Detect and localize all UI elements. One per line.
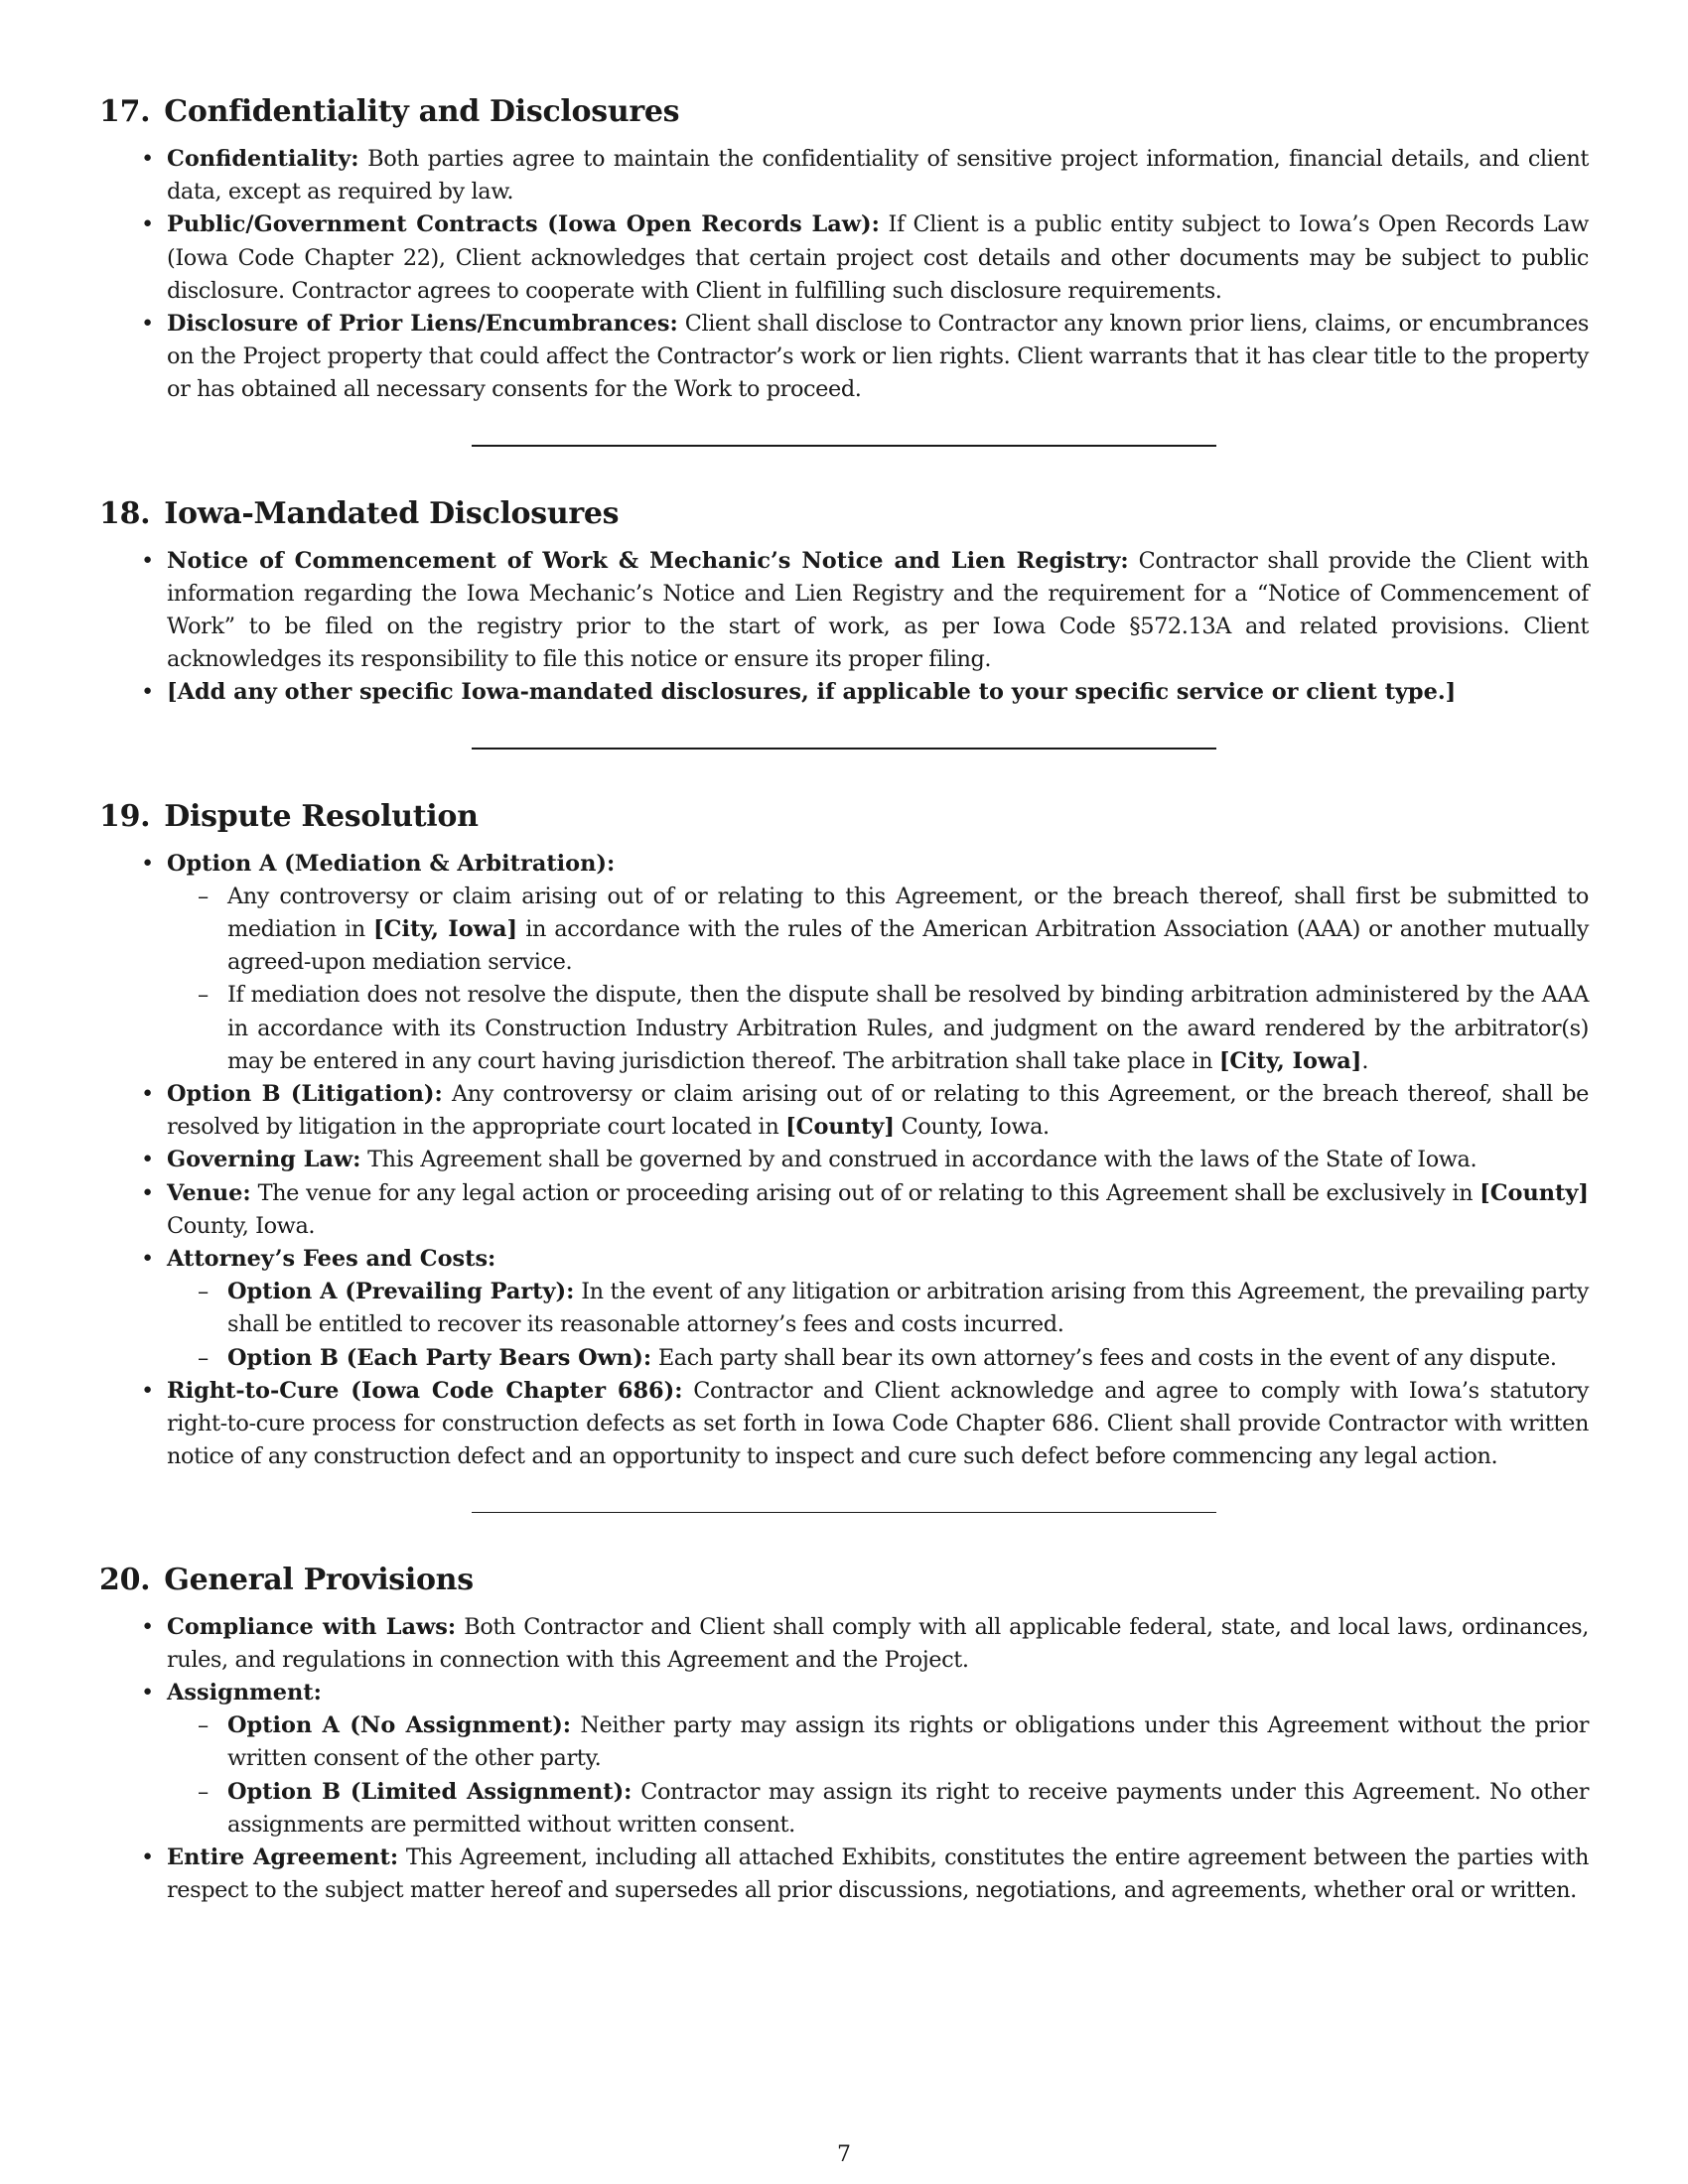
sub-list	[167, 1709, 1589, 1842]
list-item: • Entire Agreement: This Agreement, including all attached Exhibits, constitutes the entire agreement between the parties with respect to the subject matter hereof and supersedes all prior discussions, negotiations, and agreements, whether oral or written.	[167, 1842, 1589, 1907]
section-17	[99, 94, 1589, 407]
list-item: • Confidentiality: Both parties agree to maintain the confidentiality of sensitive project information, financial details, and client data, except as required by law.	[167, 143, 1589, 208]
section-20	[99, 1563, 1589, 1908]
list-item: • Compliance with Laws: Both Contractor and Client shall comply with all applicable federal, state, and local laws, ordinances, rules, and regulations in connection with this Agreement and the Project.	[167, 1611, 1589, 1677]
sub-list-item: – Option A (No Assignment): Neither party may assign its rights or obligations under this Agreement without the prior written consent of the other party.	[227, 1709, 1589, 1775]
section-18	[99, 496, 1589, 710]
sub-list	[167, 881, 1589, 1078]
sub-list-item: – Option B (Limited Assignment): Contractor may assign its right to receive payments under this Agreement. No other assignments are permitted without written consent.	[227, 1776, 1589, 1842]
section-19	[99, 799, 1589, 1474]
list-item: • Option A (Mediation & Arbitration): – Any controversy or claim arising out of or relating to this Agreement, or the breach thereof, shall first be submitted to mediation in [City, Iowa] in accordance with the rules of the American Arbitration Association (AAA) or another mutually agreed-upon mediation service. – If mediation does not resolve the dispute, then the dispute shall be resolved by binding arbitration administered by the AAA in accordance with its Construction Industry Arbitration Rules, and judgment on the award rendered by the arbitrator(s) may be entered in any court having jurisdiction thereof. The arbitration shall take place in [City, Iowa].	[167, 848, 1589, 1078]
section-heading: 19. Dispute Resolution	[99, 798, 479, 834]
list-item: • Assignment: – Option A (No Assignment): Neither party may assign its rights or obligations under this Agreement without the prior written consent of the other party. – Option B (Limited Assignment): Contractor may assign its right to receive payments under this Agreement. No other assignments are permitted without written consent.	[167, 1677, 1589, 1842]
bullet-list	[99, 1611, 1589, 1908]
list-item: • Governing Law: This Agreement shall be governed by and construed in accordance with the laws of the State of Iowa.	[167, 1144, 1589, 1176]
list-item: • Public/Government Contracts (Iowa Open Records Law): If Client is a public entity subject to Iowa’s Open Records Law (Iowa Code Chapter 22), Client acknowledges that certain project cost details and other documents may be subject to public disclosure. Contractor agrees to cooperate with Client in fulfilling such disclosure requirements.	[167, 208, 1589, 308]
section-heading: 18. Iowa-Mandated Disclosures	[99, 495, 620, 531]
list-item: • Notice of Commencement of Work & Mechanic’s Notice and Lien Registry: Contractor shall provide the Client with information regarding the Iowa Mechanic’s Notice and Lien Registry and the requirement for a “Notice of Commencement of Work” to be filed on the registry prior to the start of work, as per Iowa Code §572.13A and related provisions. Client acknowledges its responsibility to file this notice or ensure its proper filing.	[167, 545, 1589, 677]
sub-list-item: – Any controversy or claim arising out of or relating to this Agreement, or the breach thereof, shall first be submitted to mediation in [City, Iowa] in accordance with the rules of the American Arbitration Association (AAA) or another mutually agreed-upon mediation service.	[227, 881, 1589, 980]
bullet-list	[99, 143, 1589, 407]
section-divider	[472, 748, 1216, 750]
bullet-list	[99, 848, 1589, 1474]
sub-list-item: – If mediation does not resolve the dispute, then the dispute shall be resolved by binding arbitration administered by the AAA in accordance with its Construction Industry Arbitration Rules, and judgment on the award rendered by the arbitrator(s) may be entered in any court having jurisdiction thereof. The arbitration shall take place in [City, Iowa].	[227, 979, 1589, 1078]
list-item: • [Add any other specific Iowa-mandated disclosures, if applicable to your specific service or client type.]	[167, 676, 1589, 709]
sub-list	[167, 1276, 1589, 1375]
document-page	[99, 94, 1589, 1907]
bullet-list	[99, 545, 1589, 710]
list-item: • Right-to-Cure (Iowa Code Chapter 686): Contractor and Client acknowledge and agree to comply with Iowa’s statutory right-to-cure process for construction defects as set forth in Iowa Code Chapter 686. Client shall provide Contractor with written notice of any construction defect and an opportunity to inspect and cure such defect before commencing any legal action.	[167, 1375, 1589, 1474]
sub-list-item: – Option A (Prevailing Party): In the event of any litigation or arbitration arising from this Agreement, the prevailing party shall be entitled to recover its reasonable attorney’s fees and costs incurred.	[227, 1276, 1589, 1341]
section-heading: 20. General Provisions	[99, 1562, 474, 1597]
list-item: • Option B (Litigation): Any controversy or claim arising out of or relating to this Agreement, or the breach thereof, shall be resolved by litigation in the appropriate court located in [County] County, Iowa.	[167, 1078, 1589, 1144]
list-item: • Venue: The venue for any legal action or proceeding arising out of or relating to this Agreement shall be exclusively in [County] County, Iowa.	[167, 1177, 1589, 1243]
section-heading: 17. Confidentiality and Disclosures	[99, 94, 680, 129]
page-number: 7	[837, 2142, 851, 2167]
list-item: • Disclosure of Prior Liens/Encumbrances: Client shall disclose to Contractor any known prior liens, claims, or encumbrances on the Project property that could affect the Contractor’s work or lien rights. Client warrants that it has clear title to the property or has obtained all necessary consents for the Work to proceed.	[167, 308, 1589, 407]
sub-list-item: – Option B (Each Party Bears Own): Each party shall bear its own attorney’s fees and costs in the event of any dispute.	[227, 1342, 1589, 1375]
section-divider	[472, 1512, 1216, 1513]
list-item: • Attorney’s Fees and Costs: – Option A (Prevailing Party): In the event of any litigation or arbitration arising from this Agreement, the prevailing party shall be entitled to recover its reasonable attorney’s fees and costs incurred. – Option B (Each Party Bears Own): Each party shall bear its own attorney’s fees and costs in the event of any dispute.	[167, 1243, 1589, 1375]
section-divider	[472, 445, 1216, 447]
